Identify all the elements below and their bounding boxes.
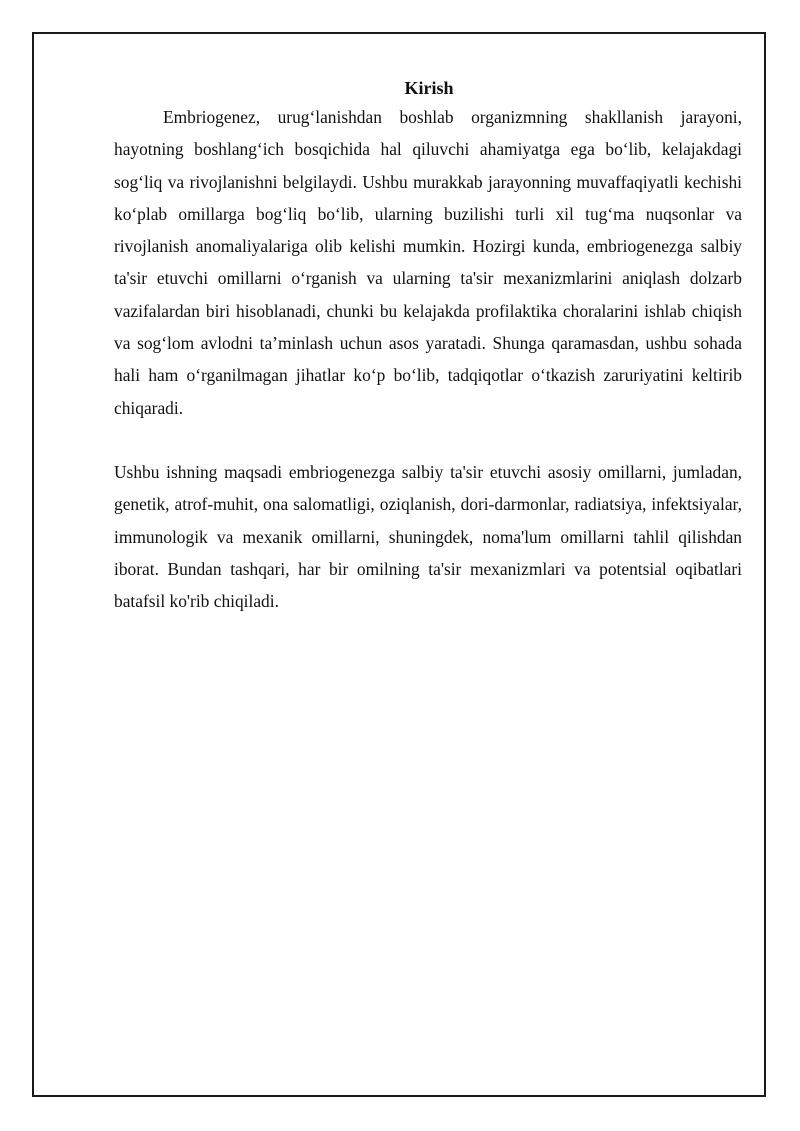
document-body	[114, 76, 742, 617]
intro-paragraph: Embriogenez, urug‘lanishdan boshlab organizmning shakllanish jarayoni, hayotning boshlang‘ich bosqichida hal qiluvchi ahamiyatga ega bo‘lib, kelajakdagi sog‘liq va rivojlanishni belgilaydi. Ushbu murakkab jarayonning muvaffaqiyatli kechishi ko‘plab omillarga bog‘liq bo‘lib, ularning buzilishi turli xil tug‘ma nuqsonlar va rivojlanish anomaliyalariga olib kelishi mumkin. Hozirgi kunda, embriogenezga salbiy ta'sir etuvchi omillarni o‘rganish va ularning ta'sir mexanizmlarini aniqlash dolzarb vazifalardan biri hisoblanadi, chunki bu kelajakda profilaktika choralarini ishlab chiqish va sog‘lom avlodni ta’minlash uchun asos yaratadi. Shunga qaramasdan, ushbu sohada hali ham o‘rganilmagan jihatlar ko‘p bo‘lib, tadqiqotlar o‘tkazish zaruriyatini keltirib chiqaradi.	[114, 107, 742, 418]
aim-paragraph: Ushbu ishning maqsadi embriogenezga salbiy ta'sir etuvchi asosiy omillarni, jumladan, genetik, atrof-muhit, ona salomatligi, oziqlanish, dori-darmonlar, radiatsiya, infektsiyalar, immunologik va mexanik omillarni, shuningdek, noma'lum omillarni tahlil qilishdan iborat. Bundan tashqari, har bir omilning ta'sir mexanizmlari va potentsial oqibatlari batafsil ko'rib chiqiladi.	[114, 461, 742, 612]
document-title: Kirish	[404, 78, 454, 98]
